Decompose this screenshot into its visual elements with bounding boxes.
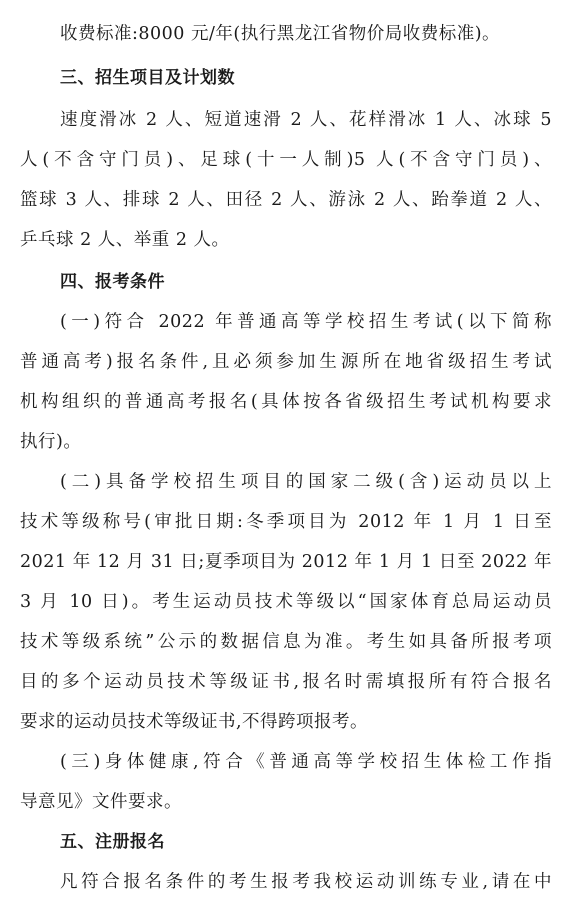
- requirement-1-line-4: 执行)。: [20, 432, 82, 452]
- enrollment-plan-line-1: 速度滑冰 2 人、短道速滑 2 人、花样滑冰 1 人、冰球 5: [60, 110, 552, 130]
- requirement-2-line-6: 目的多个运动员技术等级证书,报名时需填报所有符合报名: [20, 672, 552, 692]
- enrollment-plan-line-4: 乒乓球 2 人、举重 2 人。: [20, 230, 230, 250]
- requirement-2-line-5: 技术等级系统”公示的数据信息为准。考生如具备所报考项: [20, 632, 552, 652]
- section-heading-requirements: 四、报考条件: [60, 272, 165, 292]
- requirement-3-line-1: (三)身体健康,符合《普通高等学校招生体检工作指: [60, 752, 552, 772]
- fee-standard-line: 收费标准:8000 元/年(执行黑龙江省物价局收费标准)。: [60, 24, 501, 44]
- requirement-2-line-2: 技术等级称号(审批日期:冬季项目为 2012 年 1 月 1 日至: [20, 512, 552, 532]
- registration-line-1: 凡符合报名条件的考生报考我校运动训练专业,请在中: [60, 872, 552, 892]
- requirement-2-line-4: 3 月 10 日)。考生运动员技术等级以“国家体育总局运动员: [20, 592, 552, 612]
- enrollment-plan-line-2: 人(不含守门员)、足球(十一人制)5 人(不含守门员)、: [20, 150, 552, 170]
- requirement-1-line-2: 普通高考)报名条件,且必须参加生源所在地省级招生考试: [20, 352, 552, 372]
- section-heading-enrollment-plan: 三、招生项目及计划数: [60, 68, 235, 88]
- requirement-3-line-2: 导意见》文件要求。: [20, 792, 182, 812]
- enrollment-plan-line-3: 篮球 3 人、排球 2 人、田径 2 人、游泳 2 人、跆拳道 2 人、: [20, 190, 552, 210]
- section-heading-registration: 五、注册报名: [60, 832, 165, 852]
- requirement-2-line-1: (二)具备学校招生项目的国家二级(含)运动员以上: [60, 472, 552, 492]
- requirement-1-line-1: (一)符合 2022 年普通高等学校招生考试(以下简称: [60, 312, 552, 332]
- requirement-1-line-3: 机构组织的普通高考报名(具体按各省级招生考试机构要求: [20, 392, 552, 412]
- requirement-2-line-3: 2021 年 12 月 31 日;夏季项目为 2012 年 1 月 1 日至 2022 年: [20, 552, 552, 572]
- requirement-2-line-7: 要求的运动员技术等级证书,不得跨项报考。: [20, 712, 369, 732]
